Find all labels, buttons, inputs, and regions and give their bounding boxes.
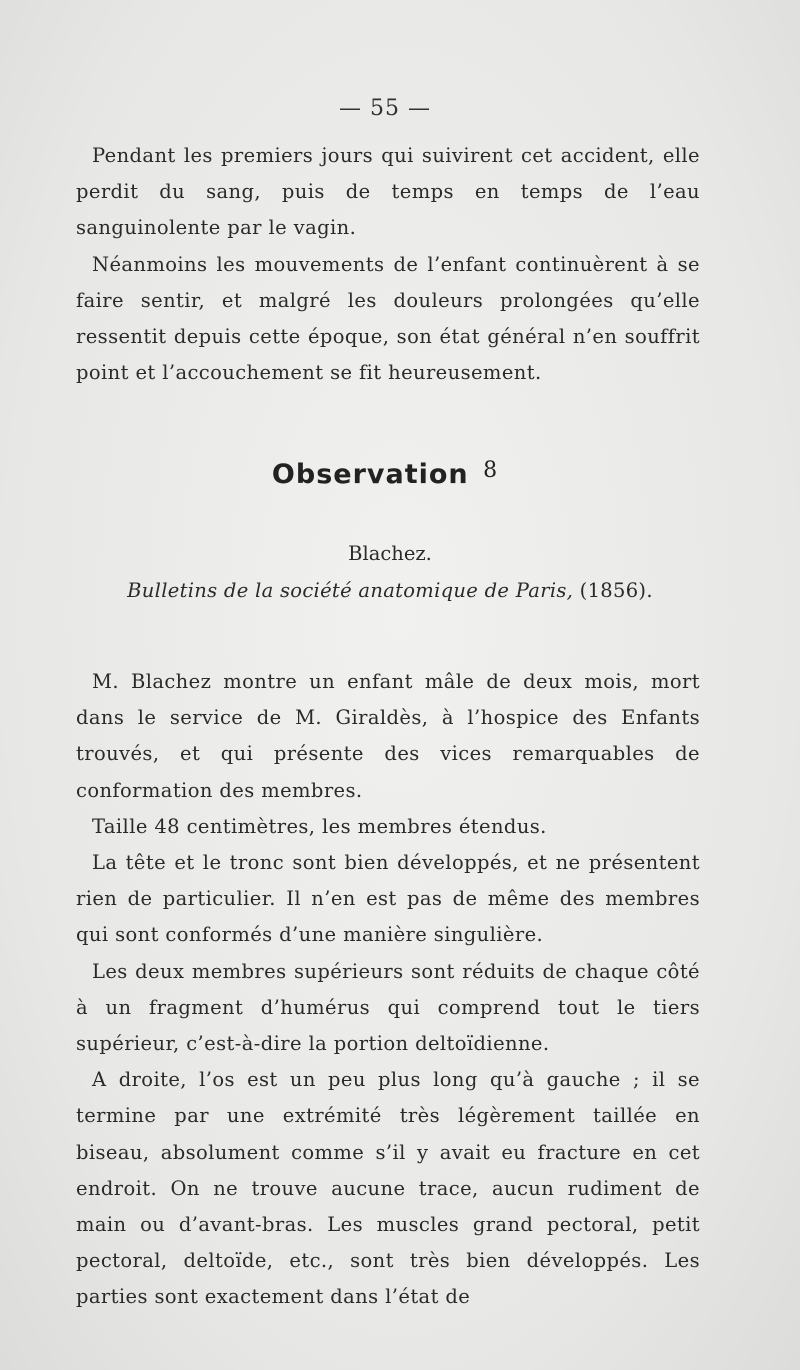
- paragraph: La tête et le tronc sont bien développés, et ne présentent rien de particulier. Il n’en est pas de même des membres qui sont conformés d’une manière singulière.: [76, 851, 700, 947]
- citation-year: (1856).: [579, 579, 653, 602]
- observation-heading: [0, 458, 770, 490]
- observation-title: Observation: [271, 459, 469, 490]
- paragraph: Néanmoins les mouvements de l’enfant continuèrent à se faire sentir, et malgré les douleurs prolongées qu’elle ressentit depuis cette époque, son état général n’en souffrit point et l’accouchement se fit heureusement.: [76, 252, 700, 385]
- bottom-text-block: [76, 664, 700, 1316]
- observation-number: 8: [483, 458, 499, 483]
- paragraph: A droite, l’os est un peu plus long qu’à gauche ; il se termine par une extrémité très légèrement taillée en biseau, absolument comme s’il y avait eu fracture en cet endroit. On ne trouve aucune trace, aucun rudiment de main ou d’avant-bras. Les muscles grand pectoral, petit pectoral, deltoïde, etc., sont très bien développés. Les parties sont exactement dans l’état de: [76, 1068, 700, 1309]
- observation-author: Blachez.: [348, 542, 432, 565]
- paragraph: M. Blachez montre un enfant mâle de deux mois, mort dans le service de M. Giraldès, à l’hospice des Enfants trouvés, et qui présente des vices remarquables de conformation des membres.: [76, 670, 700, 802]
- top-text-block: [76, 138, 700, 391]
- observation-citation: [0, 579, 780, 602]
- paragraph: Les deux membres supérieurs sont réduits de chaque côté à un fragment d’humérus qui comprend tout le tiers supérieur, c’est-à-dire la portion deltoïdienne.: [76, 959, 700, 1056]
- citation-title: Bulletins de la société anatomique de Paris,: [127, 579, 574, 602]
- paragraph: Taille 48 centimètres, les membres étendus.: [92, 814, 547, 838]
- paragraph: Pendant les premiers jours qui suivirent cet accident, elle perdit du sang, puis de temps en temps de l’eau sanguinolente par le vagin.: [76, 144, 700, 240]
- page-number: — 55 —: [339, 96, 431, 121]
